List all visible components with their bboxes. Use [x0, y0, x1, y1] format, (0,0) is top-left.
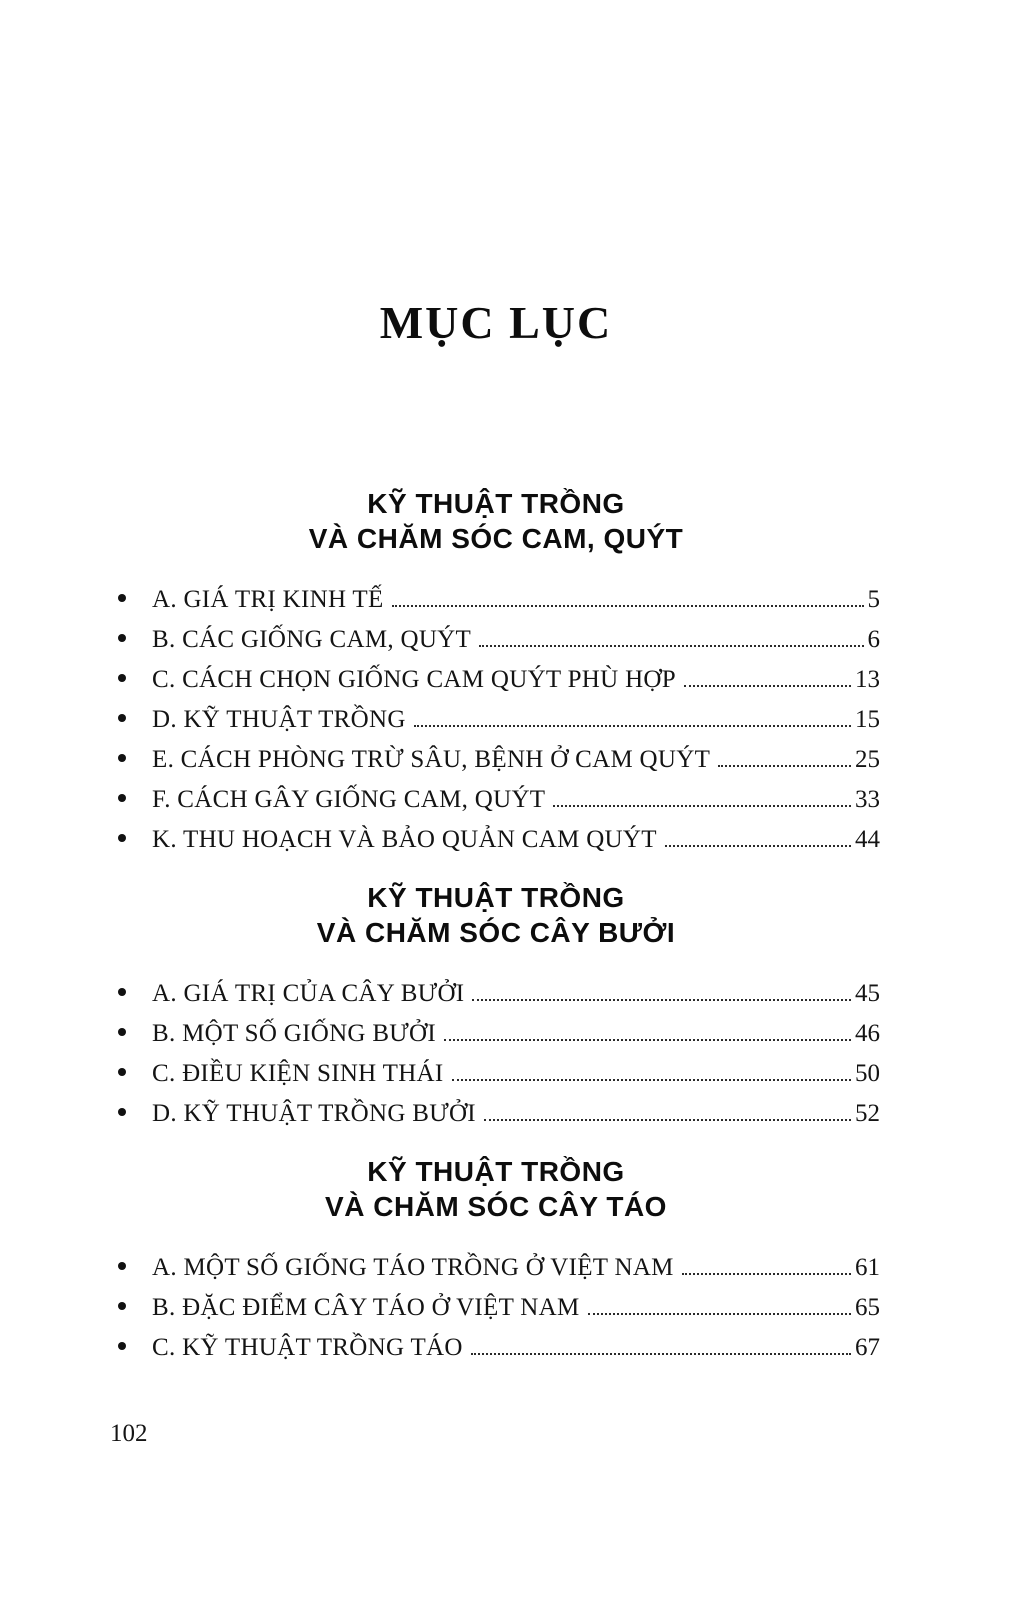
bullet-icon [118, 1262, 126, 1270]
dotted-leader [718, 765, 851, 767]
bullet-icon [118, 1302, 126, 1310]
toc-entry [112, 1048, 880, 1088]
toc-entry-page: 45 [855, 980, 880, 1007]
dotted-leader [588, 1313, 851, 1315]
toc-entry [112, 1242, 880, 1282]
toc-entry [112, 574, 880, 614]
toc-entry-page: 25 [855, 746, 880, 773]
toc-entry [112, 1322, 880, 1362]
toc-entry [112, 968, 880, 1008]
dotted-leader [682, 1273, 851, 1275]
dotted-leader [553, 805, 851, 807]
dotted-leader [472, 999, 851, 1001]
bullet-icon [118, 594, 126, 602]
page-title: MỤC LỤC [379, 297, 613, 348]
dotted-leader [484, 1119, 851, 1121]
section-heading-line2: VÀ CHĂM SÓC CÂY TÁO [325, 1191, 667, 1222]
section-heading-line1: KỸ THUẬT TRỒNG [367, 488, 625, 519]
toc-entry-label: B. MỘT SỐ GIỐNG BƯỞI [152, 1020, 436, 1047]
toc-entry-label: C. ĐIỀU KIỆN SINH THÁI [152, 1060, 444, 1087]
toc-entry-page: 13 [855, 666, 880, 693]
toc-entry-label: A. MỘT SỐ GIỐNG TÁO TRỒNG Ở VIỆT NAM [152, 1254, 674, 1281]
toc-entry-label: D. KỸ THUẬT TRỒNG [152, 706, 406, 733]
toc-section [112, 1154, 880, 1362]
toc-entry-label: D. KỸ THUẬT TRỒNG BƯỞI [152, 1100, 476, 1127]
toc-entry [112, 1008, 880, 1048]
toc-entry-label: F. CÁCH GÂY GIỐNG CAM, QUÝT [152, 786, 546, 813]
dotted-leader [452, 1079, 851, 1081]
dotted-leader [479, 645, 863, 647]
toc-entry-page: 52 [855, 1100, 880, 1127]
toc-entry-label: A. GIÁ TRỊ CỦA CÂY BƯỞI [152, 980, 465, 1007]
dotted-leader [471, 1353, 851, 1355]
bullet-icon [118, 714, 126, 722]
toc-entry-label: B. CÁC GIỐNG CAM, QUÝT [152, 626, 472, 653]
toc-entry [112, 814, 880, 854]
toc-entry [112, 774, 880, 814]
toc-entry-page: 65 [855, 1294, 880, 1321]
section-heading-line1: KỸ THUẬT TRỒNG [367, 1156, 625, 1187]
toc-entry-page: 46 [855, 1020, 880, 1047]
bullet-icon [118, 834, 126, 842]
toc-entry [112, 1088, 880, 1128]
bullet-icon [118, 674, 126, 682]
dotted-leader [665, 845, 851, 847]
toc-entry [112, 734, 880, 774]
dotted-leader [684, 685, 851, 687]
toc-entry-page: 61 [855, 1254, 880, 1281]
bullet-icon [118, 1028, 126, 1036]
bullet-icon [118, 754, 126, 762]
toc-entry-page: 44 [855, 826, 880, 853]
section-heading [112, 486, 880, 556]
bullet-icon [118, 794, 126, 802]
toc-entry-label: B. ĐẶC ĐIỂM CÂY TÁO Ở VIỆT NAM [152, 1294, 580, 1321]
toc-section [112, 486, 880, 854]
toc-entry [112, 614, 880, 654]
bullet-icon [118, 1342, 126, 1350]
dotted-leader [392, 605, 864, 607]
toc-entry [112, 1282, 880, 1322]
section-heading-line2: VÀ CHĂM SÓC CÂY BƯỞI [316, 917, 676, 948]
toc-entry-page: 50 [855, 1060, 880, 1087]
toc-entry-page: 5 [867, 586, 880, 613]
toc-entry-label: C. KỸ THUẬT TRỒNG TÁO [152, 1334, 463, 1361]
toc-entry-page: 6 [867, 626, 880, 653]
bullet-icon [118, 1108, 126, 1116]
bullet-icon [118, 634, 126, 642]
section-heading-line1: KỸ THUẬT TRỒNG [367, 882, 625, 913]
toc-entry [112, 694, 880, 734]
toc-entry-label: A. GIÁ TRỊ KINH TẾ [152, 586, 384, 613]
section-heading [112, 1154, 880, 1224]
page-number: 102 [110, 1420, 148, 1447]
toc-sections [112, 486, 880, 1362]
bullet-icon [118, 1068, 126, 1076]
toc-section [112, 880, 880, 1128]
toc-entry [112, 654, 880, 694]
bullet-icon [118, 988, 126, 996]
toc-entry-page: 15 [855, 706, 880, 733]
section-heading [112, 880, 880, 950]
toc-entry-label: K. THU HOẠCH VÀ BẢO QUẢN CAM QUÝT [152, 826, 657, 853]
dotted-leader [414, 725, 851, 727]
toc-entry-label: E. CÁCH PHÒNG TRỪ SÂU, BỆNH Ở CAM QUÝT [152, 746, 711, 773]
section-heading-line2: VÀ CHĂM SÓC CAM, QUÝT [308, 523, 684, 554]
dotted-leader [444, 1039, 851, 1041]
toc-entry-page: 33 [855, 786, 880, 813]
toc-entry-label: C. CÁCH CHỌN GIỐNG CAM QUÝT PHÙ HỢP [152, 666, 676, 693]
toc-entry-page: 67 [855, 1334, 880, 1361]
